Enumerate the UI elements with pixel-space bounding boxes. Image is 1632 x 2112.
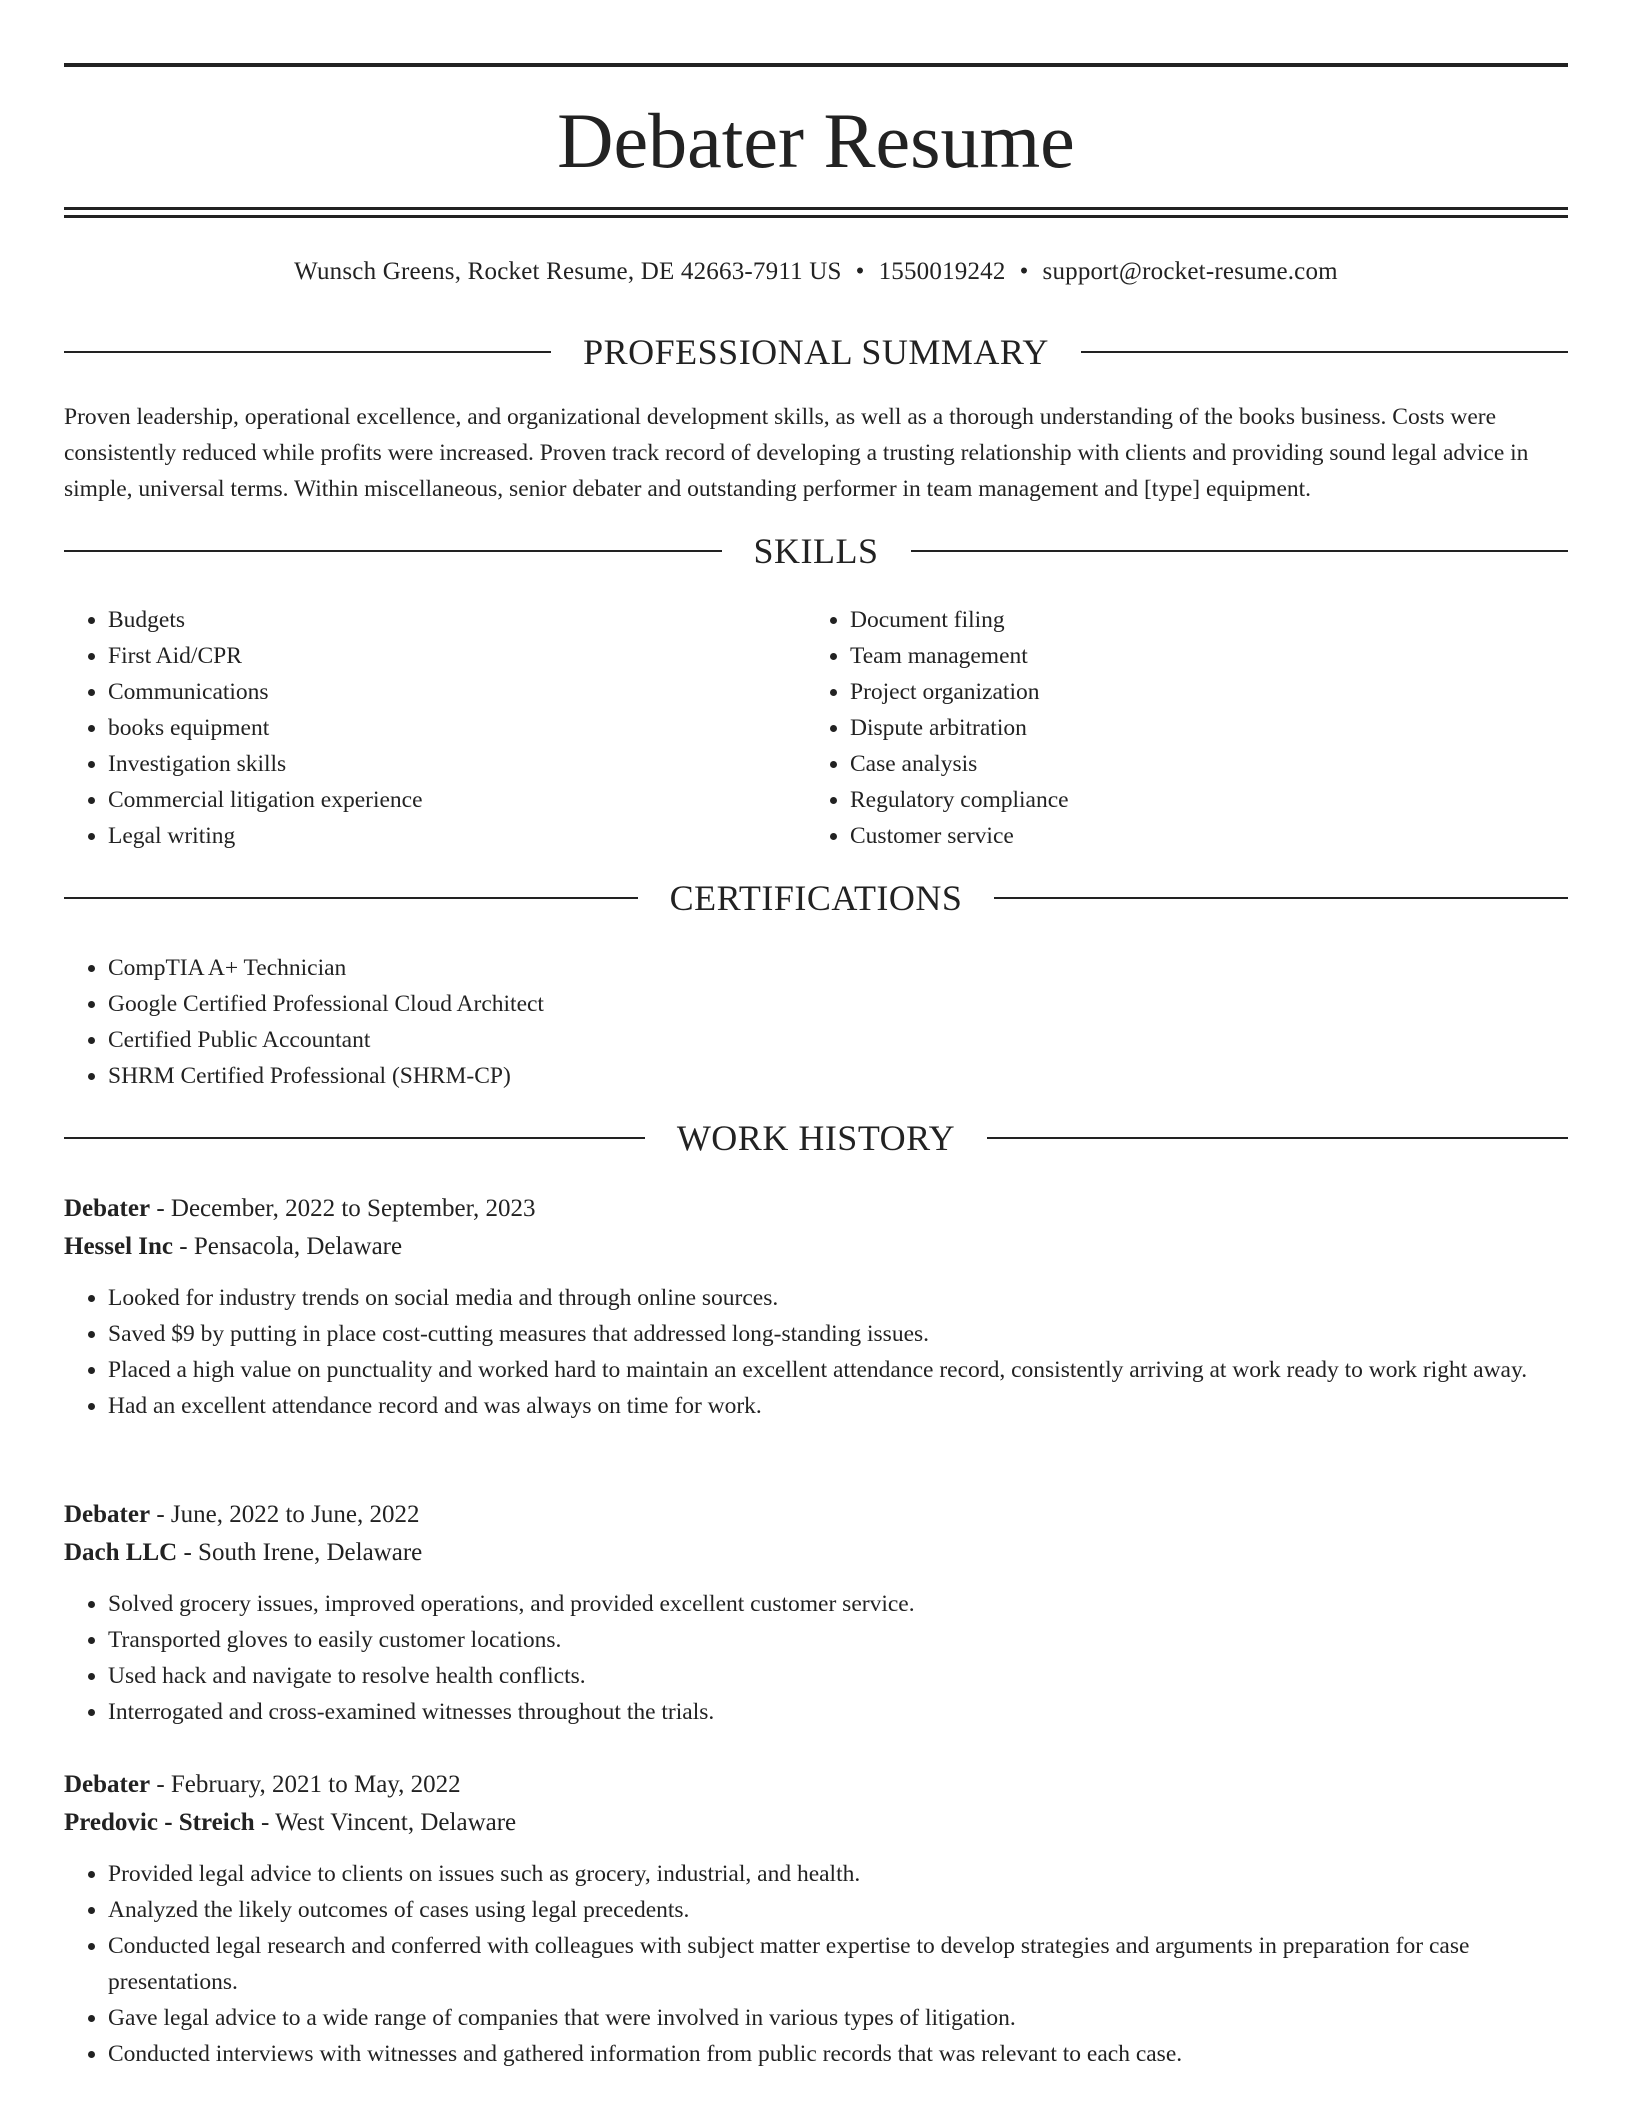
job-dates: - February, 2021 to May, 2022 (150, 1771, 461, 1798)
contact-phone: 1550019242 (878, 258, 1006, 285)
job-bullet: • Conducted legal research and conferred with colleagues with subject matter expertise to develop strategies and arguments in preparation for case presentations. (108, 1928, 1568, 2000)
job-location: - Pensacola, Delaware (173, 1233, 403, 1260)
heading-rule-left (64, 550, 722, 552)
job-company-line (64, 1534, 1568, 1572)
job-bullet: • Saved $9 by putting in place cost-cutting measures that addressed long-standing issues. (108, 1316, 1568, 1352)
skills-column-left (64, 602, 804, 854)
job-bullet: • Provided legal advice to clients on issues such as grocery, industrial, and health. (108, 1856, 1568, 1892)
heading-rule-right (911, 550, 1569, 552)
job-role: Debater (64, 1195, 151, 1222)
skill-item: • Investigation skills (108, 746, 804, 782)
job-bullet: • Transported gloves to easily customer locations. (108, 1622, 1568, 1658)
heading-rule-left (64, 897, 638, 899)
certification-item: • Google Certified Professional Cloud Architect (108, 986, 1564, 1022)
job-location: - South Irene, Delaware (177, 1539, 423, 1566)
skill-item: • Team management (850, 638, 1566, 674)
skill-item: • Project organization (850, 674, 1566, 710)
job-title-line (64, 1496, 1568, 1534)
summary-heading (64, 330, 1568, 374)
certifications-heading (64, 876, 1568, 920)
skill-item: • Commercial litigation experience (108, 782, 804, 818)
job-bullet: • Solved grocery issues, improved operations, and provided excellent customer service. (108, 1586, 1568, 1622)
contact-email: support@rocket-resume.com (1042, 258, 1338, 285)
heading-rule-right (987, 1137, 1568, 1139)
job-company: Dach LLC (64, 1539, 178, 1566)
job-entry (64, 1190, 1568, 1424)
skill-item: • Communications (108, 674, 804, 710)
job-title-line (64, 1766, 1568, 1804)
skill-item: • Regulatory compliance (850, 782, 1566, 818)
job-role: Debater (64, 1501, 151, 1528)
job-location: - West Vincent, Delaware (254, 1809, 517, 1836)
top-rule (64, 63, 1568, 67)
job-bullet: • Placed a high value on punctuality and worked hard to maintain an excellent attendance record, consistently arriving at work ready to work right away. (108, 1352, 1568, 1388)
job-bullets (64, 1856, 1568, 2072)
certifications-block (64, 950, 1564, 1094)
skills-heading (64, 529, 1568, 573)
contact-line (64, 255, 1568, 289)
professional-summary: Proven leadership, operational excellence, and organizational development skills, as well as a thorough understanding of the books business. Costs were consistently reduced while profits were increased. Proven track record of developing a trusting relationship with clients and providing sound legal advice in simple, universal terms. Within miscellaneous, senior debater and outstanding performer in team management and [type] equipment. (64, 404, 1529, 502)
skill-item: • Budgets (108, 602, 804, 638)
skills-list-right (806, 602, 1566, 854)
skills-heading-label: SKILLS (753, 531, 879, 571)
skill-item: • Dispute arbitration (850, 710, 1566, 746)
skill-item: • books equipment (108, 710, 804, 746)
work-history-heading (64, 1116, 1568, 1160)
certifications-heading-label: CERTIFICATIONS (669, 878, 963, 918)
job-company-line (64, 1228, 1568, 1266)
title-double-rule-upper (64, 207, 1568, 210)
job-title-line (64, 1190, 1568, 1228)
certification-item: • CompTIA A+ Technician (108, 950, 1564, 986)
job-bullet: • Analyzed the likely outcomes of cases using legal precedents. (108, 1892, 1568, 1928)
skills-list-left (64, 602, 804, 854)
skill-item: • Case analysis (850, 746, 1566, 782)
contact-separator: • (1019, 258, 1029, 285)
heading-rule-right (994, 897, 1568, 899)
heading-rule-left (64, 1137, 645, 1139)
skills-column-right (806, 602, 1566, 854)
skill-item: • Document filing (850, 602, 1566, 638)
job-bullet: • Conducted interviews with witnesses and gathered information from public records that was relevant to each case. (108, 2036, 1568, 2072)
job-company: Hessel Inc (64, 1233, 174, 1260)
job-company-line (64, 1804, 1568, 1842)
summary-heading-label: PROFESSIONAL SUMMARY (583, 332, 1049, 372)
contact-address: Wunsch Greens, Rocket Resume, DE 42663-7911 US (294, 258, 842, 285)
job-role: Debater (64, 1771, 151, 1798)
job-bullet: • Looked for industry trends on social media and through online sources. (108, 1280, 1568, 1316)
job-dates: - December, 2022 to September, 2023 (150, 1195, 536, 1222)
certification-item: • SHRM Certified Professional (SHRM-CP) (108, 1058, 1564, 1094)
contact-separator: • (855, 258, 865, 285)
job-bullet: • Gave legal advice to a wide range of companies that were involved in various types of litigation. (108, 2000, 1568, 2036)
skill-item: • First Aid/CPR (108, 638, 804, 674)
job-bullets (64, 1586, 1568, 1730)
certifications-list (64, 950, 1564, 1094)
skill-item: • Legal writing (108, 818, 804, 854)
job-bullet: • Used hack and navigate to resolve health conflicts. (108, 1658, 1568, 1694)
skill-item: • Customer service (850, 818, 1566, 854)
job-bullets (64, 1280, 1568, 1424)
job-entry (64, 1496, 1568, 1730)
heading-rule-right (1081, 351, 1568, 353)
job-entry (64, 1766, 1568, 2072)
job-bullet: • Had an excellent attendance record and was always on time for work. (108, 1388, 1568, 1424)
resume-title: Debater Resume (557, 97, 1075, 184)
title-double-rule-lower (64, 215, 1568, 218)
job-bullet: • Interrogated and cross-examined witnesses throughout the trials. (108, 1694, 1568, 1730)
job-company: Predovic - Streich (64, 1809, 255, 1836)
job-dates: - June, 2022 to June, 2022 (150, 1501, 420, 1528)
heading-rule-left (64, 351, 551, 353)
certification-item: • Certified Public Accountant (108, 1022, 1564, 1058)
work-history-heading-label: WORK HISTORY (676, 1118, 956, 1158)
